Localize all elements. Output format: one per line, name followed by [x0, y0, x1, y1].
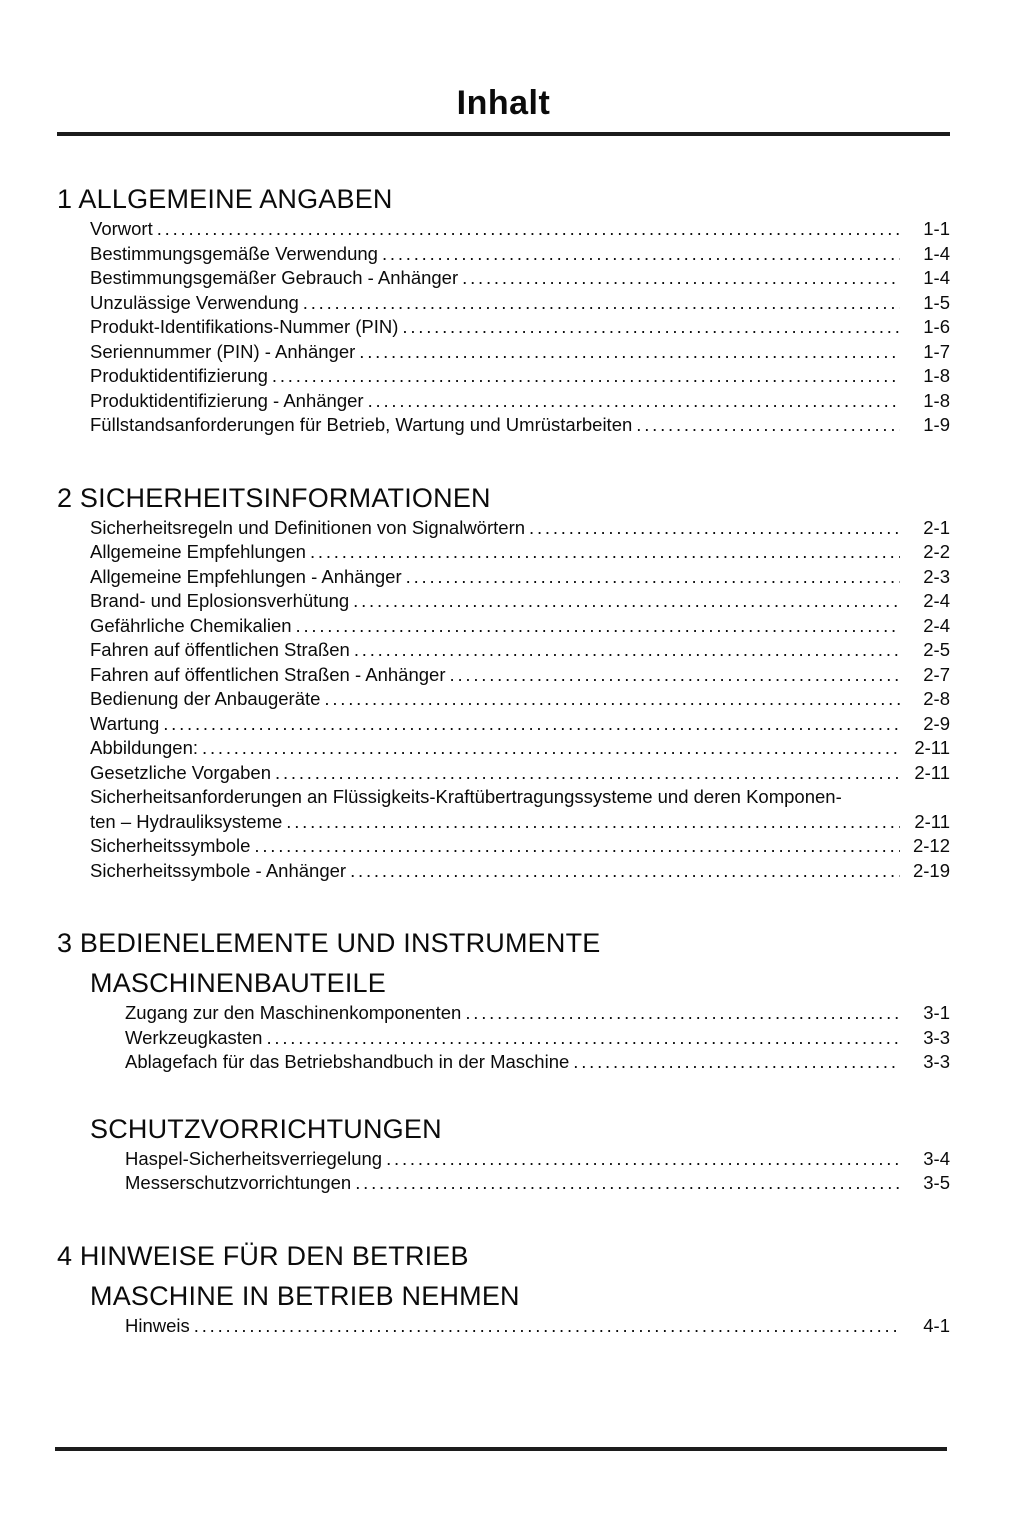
entry-page-number: 1-7	[923, 340, 950, 362]
dot-leader	[573, 1050, 900, 1075]
toc-entry	[90, 663, 950, 688]
dot-leader	[462, 266, 900, 291]
entry-row	[90, 565, 950, 590]
toc-entry	[90, 834, 950, 859]
dot-leader	[266, 1026, 900, 1051]
entry-page-number: 2-11	[914, 761, 950, 783]
entry-page-number: 1-9	[923, 414, 950, 435]
entry-page-number: 2-7	[923, 663, 950, 685]
entry-page-number: 2-4	[923, 614, 950, 636]
entry-label: Seriennummer (PIN) - Anhänger	[90, 340, 356, 362]
dot-leader	[465, 1001, 900, 1026]
toc-entry	[125, 1314, 950, 1339]
entry-row	[90, 638, 950, 663]
dot-leader	[359, 340, 900, 365]
entry-label: Bestimmungsgemäßer Gebrauch - Anhänger	[90, 267, 459, 288]
entry-row	[90, 340, 950, 365]
toc-entry	[90, 291, 950, 316]
entry-label: Ablagefach für das Betriebshandbuch in der Maschine	[125, 1051, 570, 1072]
entry-label: Sicherheitssymbole	[90, 835, 251, 856]
dot-leader	[402, 315, 900, 340]
entry-page-number: 3-1	[923, 1002, 950, 1023]
dot-leader	[450, 663, 900, 688]
entry-page-number: 1-1	[923, 218, 950, 239]
toc-entry	[90, 785, 950, 834]
entry-row	[90, 712, 950, 737]
section-heading: 3 BEDIENELEMENTE UND INSTRUMENTE	[57, 928, 601, 958]
entry-label: Produktidentifizierung	[90, 365, 268, 386]
toc-group	[57, 1280, 950, 1339]
entry-label: ten – Hydrauliksysteme	[90, 810, 283, 832]
toc-entry	[90, 565, 950, 590]
entry-label: Allgemeine Empfehlungen	[90, 541, 306, 562]
entry-row	[90, 663, 950, 688]
toc-group	[57, 1113, 950, 1196]
entry-page-number: 2-3	[923, 565, 950, 587]
entry-label: Allgemeine Empfehlungen - Anhänger	[90, 565, 402, 587]
entry-page-number: 2-19	[912, 859, 950, 881]
toc-entry	[90, 614, 950, 639]
dot-leader	[354, 638, 900, 663]
dot-leader	[157, 217, 900, 242]
toc-section	[57, 482, 950, 884]
entry-label: Brand- und Eplosionsverhütung	[90, 590, 350, 611]
entry-label: Fahren auf öffentlichen Straßen	[90, 639, 350, 660]
entry-row	[125, 1001, 950, 1026]
dot-leader	[286, 810, 900, 835]
dot-leader	[254, 834, 900, 859]
dot-leader	[303, 291, 900, 316]
toc-entry	[125, 1050, 950, 1075]
toc-sections	[57, 183, 950, 1338]
entry-label: Bestimmungsgemäße Verwendung	[90, 242, 378, 264]
group-entries	[125, 1147, 950, 1196]
title-divider	[57, 132, 950, 136]
dot-leader	[386, 1147, 900, 1172]
toc-group	[57, 967, 950, 1075]
toc-entry	[90, 364, 950, 389]
section-heading: 2 SICHERHEITSINFORMATIONEN	[57, 482, 491, 513]
entry-label: Vorwort	[90, 218, 153, 239]
entry-page-number: 1-8	[923, 365, 950, 386]
entry-label: Werkzeugkasten	[125, 1026, 263, 1048]
toc-entry	[90, 516, 950, 541]
toc-entry	[90, 761, 950, 786]
entry-label: Sicherheitssymbole - Anhänger	[90, 859, 347, 881]
dot-leader	[406, 565, 900, 590]
entry-row	[90, 413, 950, 438]
group-entries	[90, 516, 950, 884]
entry-row	[90, 516, 950, 541]
toc-group	[57, 516, 950, 884]
toc-entry	[90, 687, 950, 712]
toc-section	[57, 183, 950, 438]
toc-entry	[90, 242, 950, 267]
dot-leader	[353, 589, 900, 614]
entry-page-number: 2-11	[914, 737, 950, 758]
entry-row	[90, 859, 950, 884]
dot-leader	[636, 413, 900, 438]
entry-row	[90, 242, 950, 267]
group-entries	[125, 1001, 950, 1075]
toc-page	[0, 83, 1024, 1338]
toc-entry	[90, 638, 950, 663]
entry-label: Bedienung der Anbaugeräte	[90, 688, 321, 709]
entry-row	[90, 540, 950, 565]
dot-leader	[272, 364, 900, 389]
dot-leader	[310, 540, 900, 565]
group-entries	[90, 217, 950, 438]
toc-entry	[90, 340, 950, 365]
dot-leader	[368, 389, 900, 414]
entry-page-number: 2-12	[912, 835, 950, 856]
entry-row	[125, 1171, 950, 1196]
entry-label: Messerschutzvorrichtungen	[125, 1172, 352, 1193]
group-entries	[125, 1314, 950, 1339]
section-groups	[57, 516, 950, 884]
toc-entry	[90, 712, 950, 737]
dot-leader	[350, 859, 900, 884]
entry-page-number: 1-5	[923, 291, 950, 313]
toc-entry	[90, 540, 950, 565]
toc-entry	[90, 589, 950, 614]
entry-page-number: 1-8	[923, 389, 950, 411]
toc-section	[57, 927, 950, 1196]
dot-leader	[296, 614, 900, 639]
dot-leader	[163, 712, 900, 737]
subsection-heading: MASCHINE IN BETRIEB NEHMEN	[90, 1280, 520, 1311]
entry-label: Gefährliche Chemikalien	[90, 614, 292, 636]
entry-row	[125, 1147, 950, 1172]
entry-wrap-line: Sicherheitsanforderungen an Flüssigkeits-Kraftübertragungssysteme und deren Komponen-	[90, 786, 842, 807]
entry-page-number: 3-3	[923, 1051, 950, 1072]
entry-page-number: 1-6	[923, 316, 950, 337]
bottom-divider	[55, 1447, 947, 1451]
toc-entry	[90, 736, 950, 761]
entry-page-number: 2-5	[923, 639, 950, 660]
entry-row	[90, 687, 950, 712]
entry-label: Unzulässige Verwendung	[90, 291, 299, 313]
section-heading: 1 ALLGEMEINE ANGABEN	[57, 184, 393, 214]
toc-entry	[125, 1001, 950, 1026]
entry-row	[125, 1314, 950, 1339]
section-groups	[57, 1280, 950, 1339]
subsection-heading: MASCHINENBAUTEILE	[90, 968, 386, 998]
dot-leader	[202, 736, 900, 761]
dot-leader	[529, 516, 900, 541]
entry-label: Zugang zur den Maschinenkomponenten	[125, 1002, 462, 1023]
entry-page-number: 4-1	[923, 1314, 950, 1336]
page-title: Inhalt	[456, 84, 551, 122]
entry-page-number: 2-1	[923, 516, 950, 538]
entry-row	[90, 266, 950, 291]
toc-entry	[125, 1147, 950, 1172]
entry-page-number: 2-2	[923, 541, 950, 562]
subsection-heading: SCHUTZVORRICHTUNGEN	[90, 1113, 442, 1144]
entry-page-number: 2-8	[923, 688, 950, 709]
entry-page-number: 1-4	[923, 267, 950, 288]
entry-label: Hinweis	[125, 1314, 190, 1336]
entry-label: Füllstandsanforderungen für Betrieb, Wartung und Umrüstarbeiten	[90, 414, 633, 435]
section-groups	[57, 217, 950, 438]
toc-entry	[90, 859, 950, 884]
entry-label: Produkt-Identifikations-Nummer (PIN)	[90, 316, 399, 337]
toc-entry	[90, 389, 950, 414]
dot-leader	[382, 242, 900, 267]
section-groups	[57, 967, 950, 1196]
entry-label: Produktidentifizierung - Anhänger	[90, 389, 364, 411]
entry-label: Sicherheitsregeln und Definitionen von Signalwörtern	[90, 516, 526, 538]
toc-section	[57, 1240, 950, 1339]
toc-entry	[90, 315, 950, 340]
entry-page-number: 2-4	[923, 590, 950, 611]
entry-row	[90, 217, 950, 242]
toc-entry	[90, 413, 950, 438]
entry-page-number: 2-9	[923, 712, 950, 734]
toc-entry	[90, 266, 950, 291]
dot-leader	[355, 1171, 900, 1196]
entry-label: Gesetzliche Vorgaben	[90, 761, 272, 783]
entry-page-number: 3-3	[923, 1026, 950, 1048]
entry-row	[90, 364, 950, 389]
entry-row	[125, 1026, 950, 1051]
entry-row	[90, 315, 950, 340]
toc-entry	[125, 1026, 950, 1051]
entry-row	[90, 736, 950, 761]
entry-label: Fahren auf öffentlichen Straßen - Anhänger	[90, 663, 446, 685]
dot-leader	[194, 1314, 900, 1339]
entry-row	[125, 1050, 950, 1075]
entry-row	[90, 389, 950, 414]
entry-page-number: 2-11	[914, 810, 950, 832]
entry-label: Wartung	[90, 712, 160, 734]
toc-group	[57, 217, 950, 438]
entry-row	[90, 761, 950, 786]
entry-row	[90, 810, 950, 835]
entry-row	[90, 834, 950, 859]
entry-row	[90, 614, 950, 639]
section-heading: 4 HINWEISE FÜR DEN BETRIEB	[57, 1240, 469, 1271]
entry-row	[90, 291, 950, 316]
entry-page-number: 3-4	[923, 1147, 950, 1169]
entry-page-number: 1-4	[923, 242, 950, 264]
entry-page-number: 3-5	[923, 1172, 950, 1193]
entry-label: Haspel-Sicherheitsverriegelung	[125, 1147, 383, 1169]
entry-label: Abbildungen:	[90, 737, 199, 758]
entry-row	[90, 589, 950, 614]
toc-entry	[125, 1171, 950, 1196]
toc-entry	[90, 217, 950, 242]
dot-leader	[275, 761, 900, 786]
dot-leader	[324, 687, 900, 712]
